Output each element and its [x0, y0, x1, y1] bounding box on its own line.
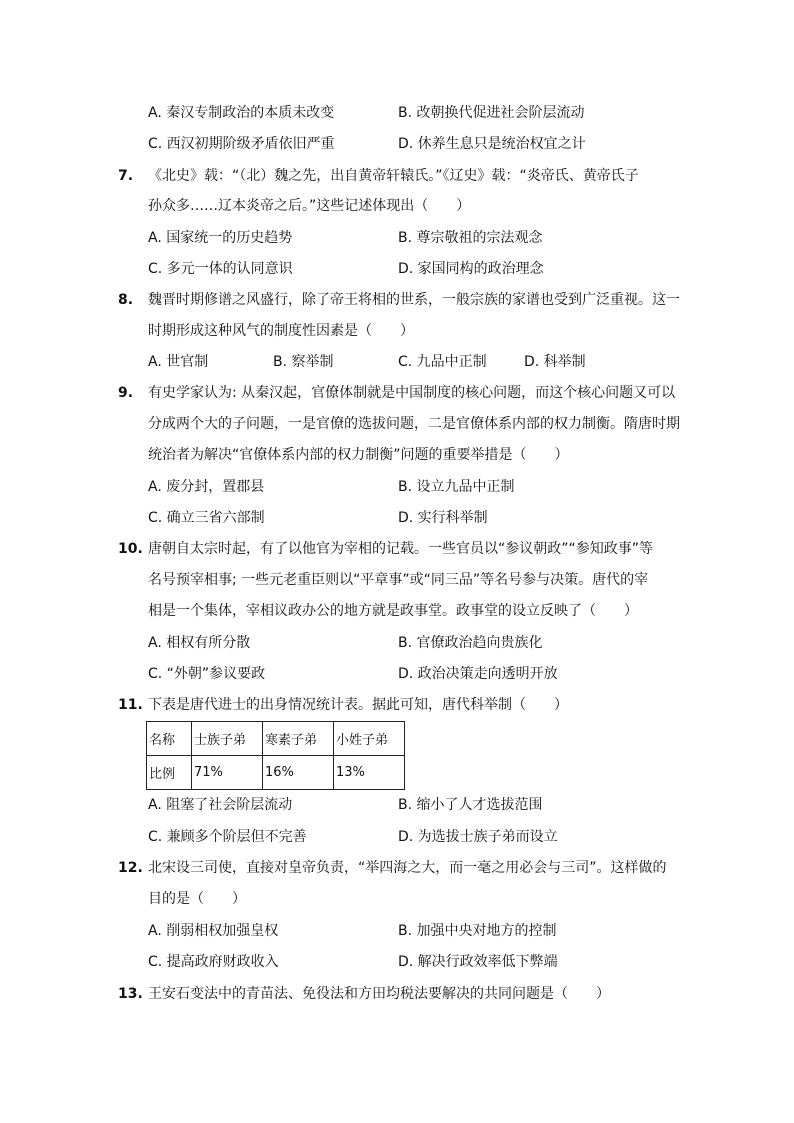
q12-options-row-1	[0, 920, 794, 942]
q11-option-a[interactable]: A. 阻塞了社会阶层流动	[148, 797, 293, 813]
q7-options-row-1	[0, 227, 794, 249]
q9-option-c[interactable]: C. 确立三省六部制	[148, 510, 265, 526]
q8-stem-line-1: 魏晋时期修谱之风盛行，除了帝王将相的世系，一般宗族的家谱也受到广泛重视。这一	[148, 292, 680, 308]
q8-options-row	[0, 351, 794, 373]
q12-stem-line-2: 目的是（ ）	[148, 891, 246, 907]
q7-stem-line-1: 《北史》载：“（北）魏之先，出自黄帝轩辕氏。”《辽史》载：“炎帝氏、黄帝氏子	[148, 168, 639, 184]
q13-stem-line-1: 王安石变法中的青苗法、免役法和方田均税法要解决的共同问题是（ ）	[148, 986, 610, 1002]
q10-stem-line-1: 唐朝自太宗时起，有了以他官为宰相的记载。一些官员以“参议朝政”“参知政事”等	[148, 541, 654, 557]
q11-options-row-2	[0, 826, 794, 848]
q10-option-c[interactable]: C. “外朝”参议要政	[148, 666, 266, 682]
q11-stat-table	[146, 721, 405, 790]
q9-stem-line-2: 分成两个大的子问题，一是官僚的选拔问题，二是官僚体系内部的权力制衡。隋唐时期	[148, 416, 680, 432]
table-header-row	[147, 722, 405, 756]
q12-option-d[interactable]: D. 解决行政效率低下弊端	[398, 954, 558, 970]
table-cell: 13%	[334, 756, 405, 790]
q6-option-c[interactable]: C. 西汉初期阶级矛盾依旧严重	[148, 136, 335, 152]
q6-options-row-2	[0, 133, 794, 155]
q8-number: 8.	[118, 292, 134, 308]
table-header-cell: 寒素子弟	[263, 722, 334, 756]
q10-options-row-2	[0, 663, 794, 685]
table-header-cell: 小姓子弟	[334, 722, 405, 756]
q7-option-a[interactable]: A. 国家统一的历史趋势	[148, 230, 293, 246]
q9-option-a[interactable]: A. 废分封，置郡县	[148, 479, 265, 495]
q9-stem-line-1: 有史学家认为: 从秦汉起，官僚体制就是中国制度的核心问题，而这个核心问题又可以	[148, 385, 676, 401]
q8-stem-line-2: 时期形成这种风气的制度性因素是（ ）	[148, 323, 414, 339]
q10-stem-line-3: 相是一个集体，宰相议政办公的地方就是政事堂。政事堂的设立反映了（ ）	[148, 603, 638, 619]
q10-option-d[interactable]: D. 政治决策走向透明开放	[398, 666, 558, 682]
q7-number: 7.	[118, 168, 134, 184]
q12-option-c[interactable]: C. 提高政府财政收入	[148, 954, 279, 970]
q9-stem-line-3: 统治者为解决“官僚体系内部的权力制衡”问题的重要举措是（ ）	[148, 447, 569, 463]
q9-number: 9.	[118, 385, 134, 401]
table-header-cell: 名称	[147, 722, 192, 756]
q7-option-d[interactable]: D. 家国同构的政治理念	[398, 261, 544, 277]
table-cell: 71%	[192, 756, 263, 790]
q7-stem-line-2: 孙众多……辽本炎帝之后。”这些记述体现出（ ）	[148, 198, 471, 214]
q8-option-a[interactable]: A. 世官制	[148, 354, 209, 370]
table-cell: 比例	[147, 756, 192, 790]
q7-options-row-2	[0, 258, 794, 280]
q12-option-a[interactable]: A. 削弱相权加强皇权	[148, 923, 279, 939]
table-header-cell: 士族子弟	[192, 722, 263, 756]
q8-option-d[interactable]: D. 科举制	[524, 354, 586, 370]
q10-option-b[interactable]: B. 官僚政治趋向贵族化	[398, 635, 543, 651]
q10-stem-line-2: 名号预宰相事; 一些元老重臣则以“平章事”或“同三品”等名号参与决策。唐代的宰	[148, 572, 649, 588]
q9-options-row-1	[0, 476, 794, 498]
q11-option-d[interactable]: D. 为选拔士族子弟而设立	[398, 829, 558, 845]
q6-option-a[interactable]: A. 秦汉专制政治的本质未改变	[148, 105, 335, 121]
q11-options-row-1	[0, 794, 794, 816]
q11-option-b[interactable]: B. 缩小了人才选拔范围	[398, 797, 543, 813]
q10-options-row-1	[0, 632, 794, 654]
q10-number: 10.	[118, 541, 143, 557]
table-row	[147, 756, 405, 790]
q7-option-c[interactable]: C. 多元一体的认同意识	[148, 261, 293, 277]
q11-number: 11.	[118, 697, 143, 713]
q8-option-b[interactable]: B. 察举制	[273, 354, 334, 370]
q7-option-b[interactable]: B. 尊宗敬祖的宗法观念	[398, 230, 543, 246]
q13-number: 13.	[118, 986, 143, 1002]
q10-option-a[interactable]: A. 相权有所分散	[148, 635, 251, 651]
q9-option-b[interactable]: B. 设立九品中正制	[398, 479, 515, 495]
q9-option-d[interactable]: D. 实行科举制	[398, 510, 488, 526]
q12-stem-line-1: 北宋设三司使，直接对皇帝负责，“举四海之大，而一毫之用必会与三司”。这样做的	[148, 860, 667, 876]
q11-option-c[interactable]: C. 兼顾多个阶层但不完善	[148, 829, 307, 845]
q8-option-c[interactable]: C. 九品中正制	[398, 354, 487, 370]
q12-option-b[interactable]: B. 加强中央对地方的控制	[398, 923, 557, 939]
q6-options-row-1	[0, 102, 794, 124]
q12-number: 12.	[118, 860, 143, 876]
q9-options-row-2	[0, 507, 794, 529]
table-cell: 16%	[263, 756, 334, 790]
q12-options-row-2	[0, 951, 794, 973]
q11-stem-line-1: 下表是唐代进士的出身情况统计表。据此可知，唐代科举制（ ）	[148, 697, 568, 713]
q6-option-b[interactable]: B. 改朝换代促进社会阶层流动	[398, 105, 585, 121]
q6-option-d[interactable]: D. 休养生息只是统治权宜之计	[398, 136, 586, 152]
